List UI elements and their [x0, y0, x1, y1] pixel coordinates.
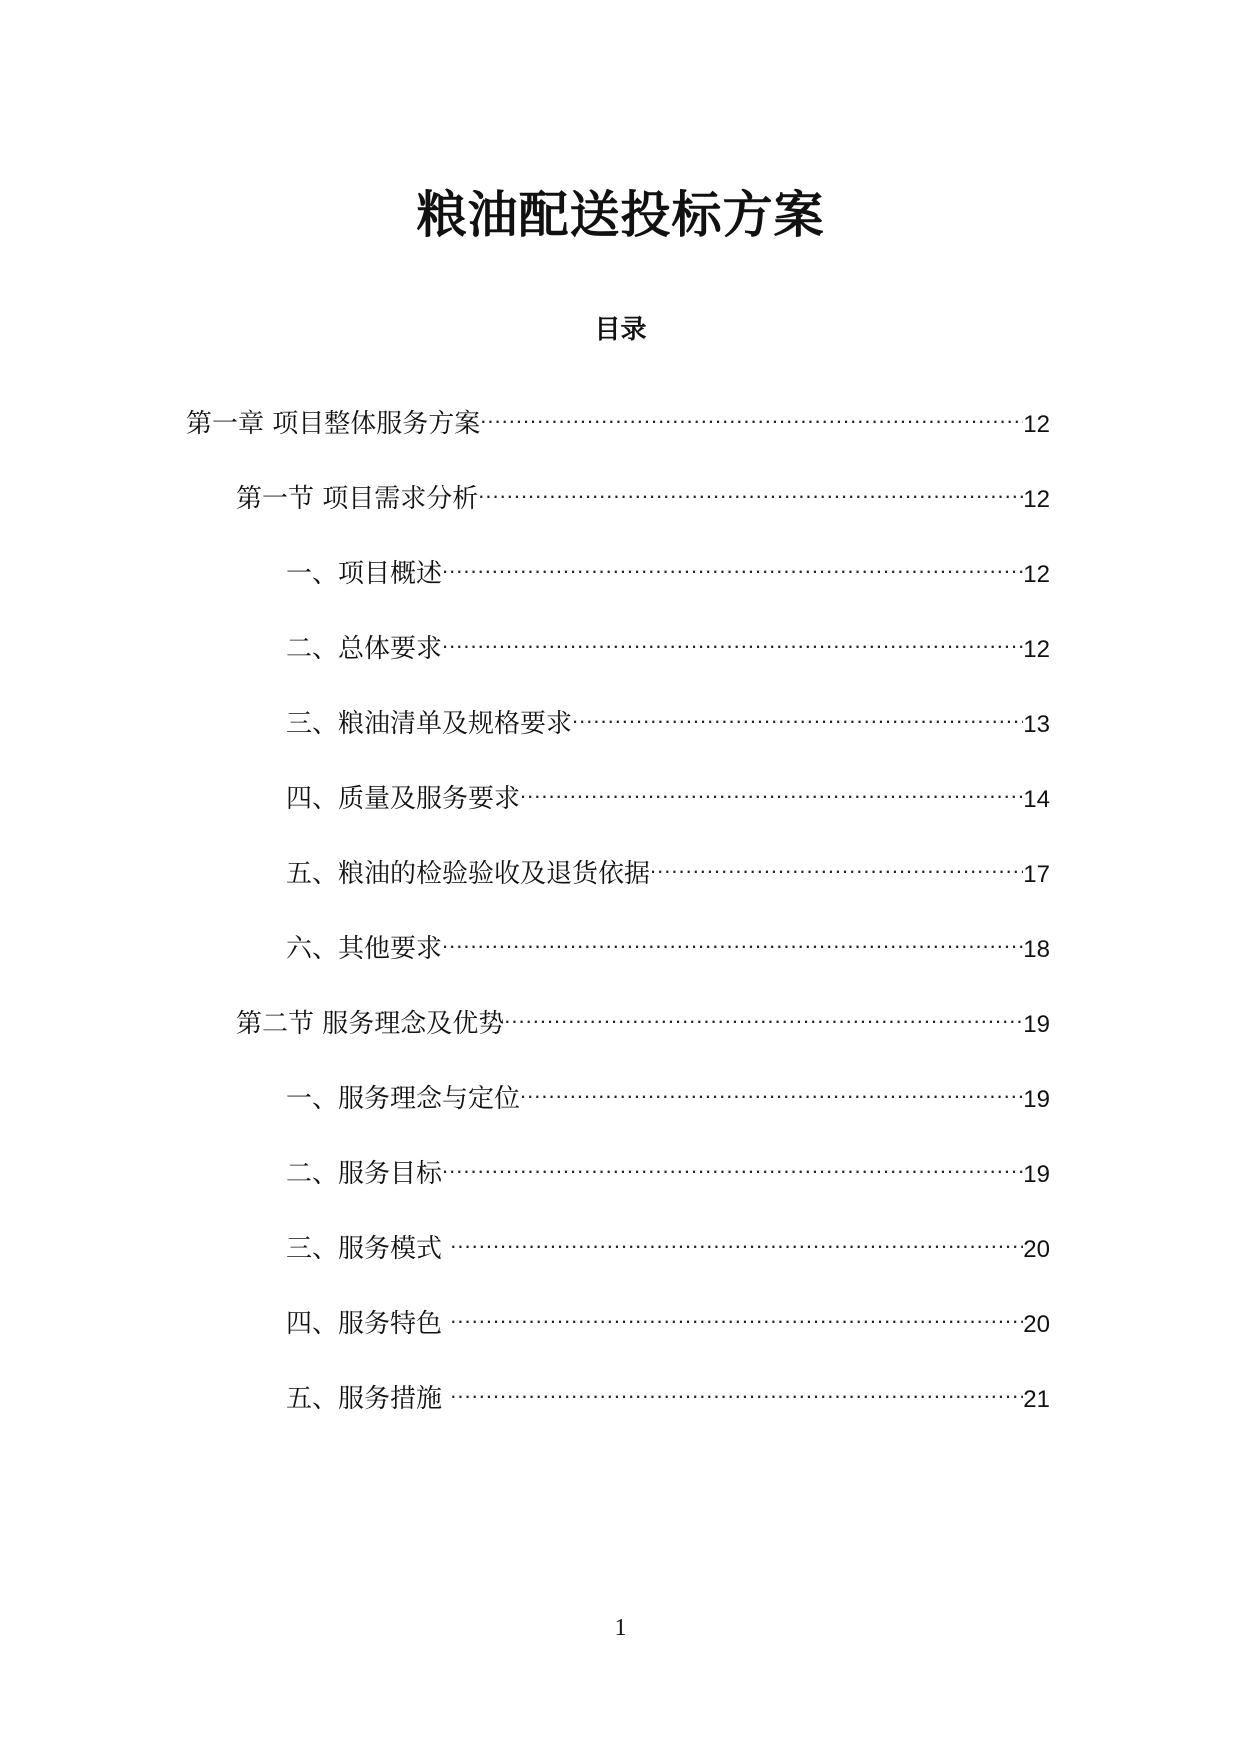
toc-dot-leader: [442, 917, 1023, 957]
toc-entry-text: 第一节 项目需求分析: [236, 484, 479, 514]
toc-dot-leader: [480, 392, 1023, 432]
toc-entry-item[interactable]: [286, 1292, 1050, 1339]
toc-dot-leader: [520, 1067, 1023, 1107]
toc-page-number: 14: [1023, 786, 1050, 813]
toc-entry-text: 三、服务模式: [286, 1234, 451, 1264]
toc-entry-text: 四、质量及服务要求: [286, 784, 521, 814]
toc-dot-leader: [478, 467, 1023, 507]
toc-entry-section-2[interactable]: [236, 992, 1050, 1039]
toc-dot-leader: [442, 617, 1023, 657]
toc-page-number: 12: [1023, 636, 1050, 663]
toc-page-number: 19: [1023, 1086, 1050, 1113]
toc-entry-text: 六、其他要求: [286, 934, 443, 964]
toc-entry-chapter-1[interactable]: [186, 392, 1050, 439]
toc-dot-leader: [572, 692, 1023, 732]
toc-entry-item[interactable]: [286, 767, 1050, 814]
toc-dot-leader: [450, 1367, 1023, 1407]
toc-entry-text: 五、服务措施: [286, 1384, 451, 1414]
toc-entry-text: 五、粮油的检验验收及退货依据: [286, 859, 651, 889]
toc-page-number: 12: [1023, 486, 1050, 513]
toc-entry-item[interactable]: [286, 842, 1050, 889]
toc-entry-item[interactable]: [286, 542, 1050, 589]
toc-entry-item[interactable]: [286, 1142, 1050, 1189]
toc-entry-item[interactable]: [286, 1367, 1050, 1414]
toc-dot-leader: [450, 1292, 1023, 1332]
toc-dot-leader: [504, 992, 1023, 1032]
toc-entry-item[interactable]: [286, 1067, 1050, 1114]
toc-page-number: 20: [1023, 1311, 1050, 1338]
toc-dot-leader: [442, 1142, 1023, 1182]
toc-dot-leader: [650, 842, 1023, 882]
toc-entry-item[interactable]: [286, 917, 1050, 964]
toc-page-number: 17: [1023, 861, 1050, 888]
toc-page-number: 19: [1023, 1011, 1050, 1038]
toc-entry-text: 一、服务理念与定位: [286, 1084, 521, 1114]
toc-entry-section-1[interactable]: [236, 467, 1050, 514]
toc-dot-leader: [450, 1217, 1023, 1257]
toc-dot-leader: [442, 542, 1023, 582]
toc-entry-item[interactable]: [286, 1217, 1050, 1264]
toc-entry-text: 第二节 服务理念及优势: [236, 1009, 505, 1039]
toc-entry-text: 二、总体要求: [286, 634, 443, 664]
document-title: 粮油配送投标方案: [416, 186, 825, 244]
toc-page-number: 20: [1023, 1236, 1050, 1263]
toc-page-number: 12: [1023, 411, 1050, 438]
toc-page-number: 12: [1023, 561, 1050, 588]
toc-entry-item[interactable]: [286, 692, 1050, 739]
toc-entry-item[interactable]: [286, 617, 1050, 664]
toc-heading: 目录: [594, 315, 647, 345]
page-number: 1: [614, 1615, 627, 1641]
toc-entry-text: 四、服务特色: [286, 1309, 451, 1339]
toc-entry-text: 第一章 项目整体服务方案: [186, 409, 481, 439]
toc-entry-text: 二、服务目标: [286, 1159, 443, 1189]
toc-page-number: 21: [1023, 1386, 1050, 1413]
toc-page-number: 19: [1023, 1161, 1050, 1188]
toc-entry-text: 三、粮油清单及规格要求: [286, 709, 573, 739]
toc-page-number: 13: [1023, 711, 1050, 738]
toc-page-number: 18: [1023, 936, 1050, 963]
toc-dot-leader: [520, 767, 1023, 807]
toc-entry-text: 一、项目概述: [286, 559, 443, 589]
